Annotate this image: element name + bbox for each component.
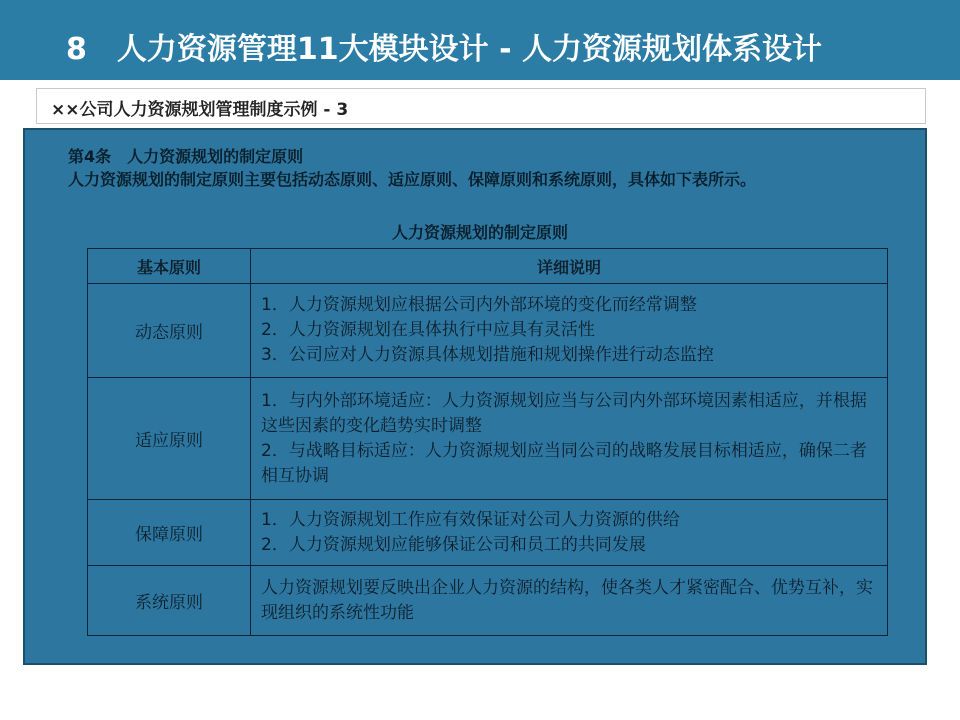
header-cell-principle: 基本原则	[88, 249, 251, 284]
detail-line: 2．与战略目标适应：人力资源规划应当同公司的战略发展目标相适应，确保二者相互协调	[261, 440, 867, 486]
detail-line: 人力资源规划要反映出企业人力资源的结构，使各类人才紧密配合、优势互补，实现组织的系统性功能	[261, 577, 873, 623]
detail-line: 1．与内外部环境适应：人力资源规划应当与公司内外部环境因素相适应，并根据这些因素的变化趋势实时调整	[261, 390, 867, 436]
detail-line: 2．人力资源规划在具体执行中应具有灵活性	[261, 320, 595, 340]
principle-detail	[251, 284, 888, 378]
subtitle-box	[36, 88, 926, 124]
detail-line: 1．人力资源规划应根据公司内外部环境的变化而经常调整	[261, 295, 697, 315]
header-cell-detail: 详细说明	[251, 249, 888, 284]
table-row	[88, 500, 888, 566]
table-row	[88, 284, 888, 378]
principles-table	[87, 248, 888, 636]
subtitle-text: ××公司人力资源规划管理制度示例 - 3	[51, 100, 349, 120]
table-caption: 人力资源规划的制定原则	[391, 223, 568, 242]
detail-line: 1．人力资源规划工作应有效保证对公司人力资源的供给	[261, 509, 680, 530]
detail-line: 2．人力资源规划应能够保证公司和员工的共同发展	[261, 534, 646, 555]
principle-detail	[251, 500, 888, 566]
principle-name: 保障原则	[88, 500, 251, 566]
page-title: 8 人力资源管理11大模块设计 - 人力资源规划体系设计	[66, 32, 822, 67]
intro-paragraph: 人力资源规划的制定原则主要包括动态原则、适应原则、保障原则和系统原则，具体如下表所示。	[68, 170, 757, 189]
header-bar	[0, 0, 960, 80]
principle-name: 动态原则	[88, 284, 251, 378]
principle-name: 适应原则	[88, 378, 251, 500]
principle-detail	[251, 378, 888, 500]
principle-detail	[251, 566, 888, 636]
table-header-row	[88, 249, 888, 284]
detail-line: 3．公司应对人力资源具体规划措施和规划操作进行动态监控	[261, 345, 714, 365]
table-row	[88, 566, 888, 636]
article-title: 第4条 人力资源规划的制定原则	[68, 147, 304, 166]
table-row	[88, 378, 888, 500]
principle-name: 系统原则	[88, 566, 251, 636]
